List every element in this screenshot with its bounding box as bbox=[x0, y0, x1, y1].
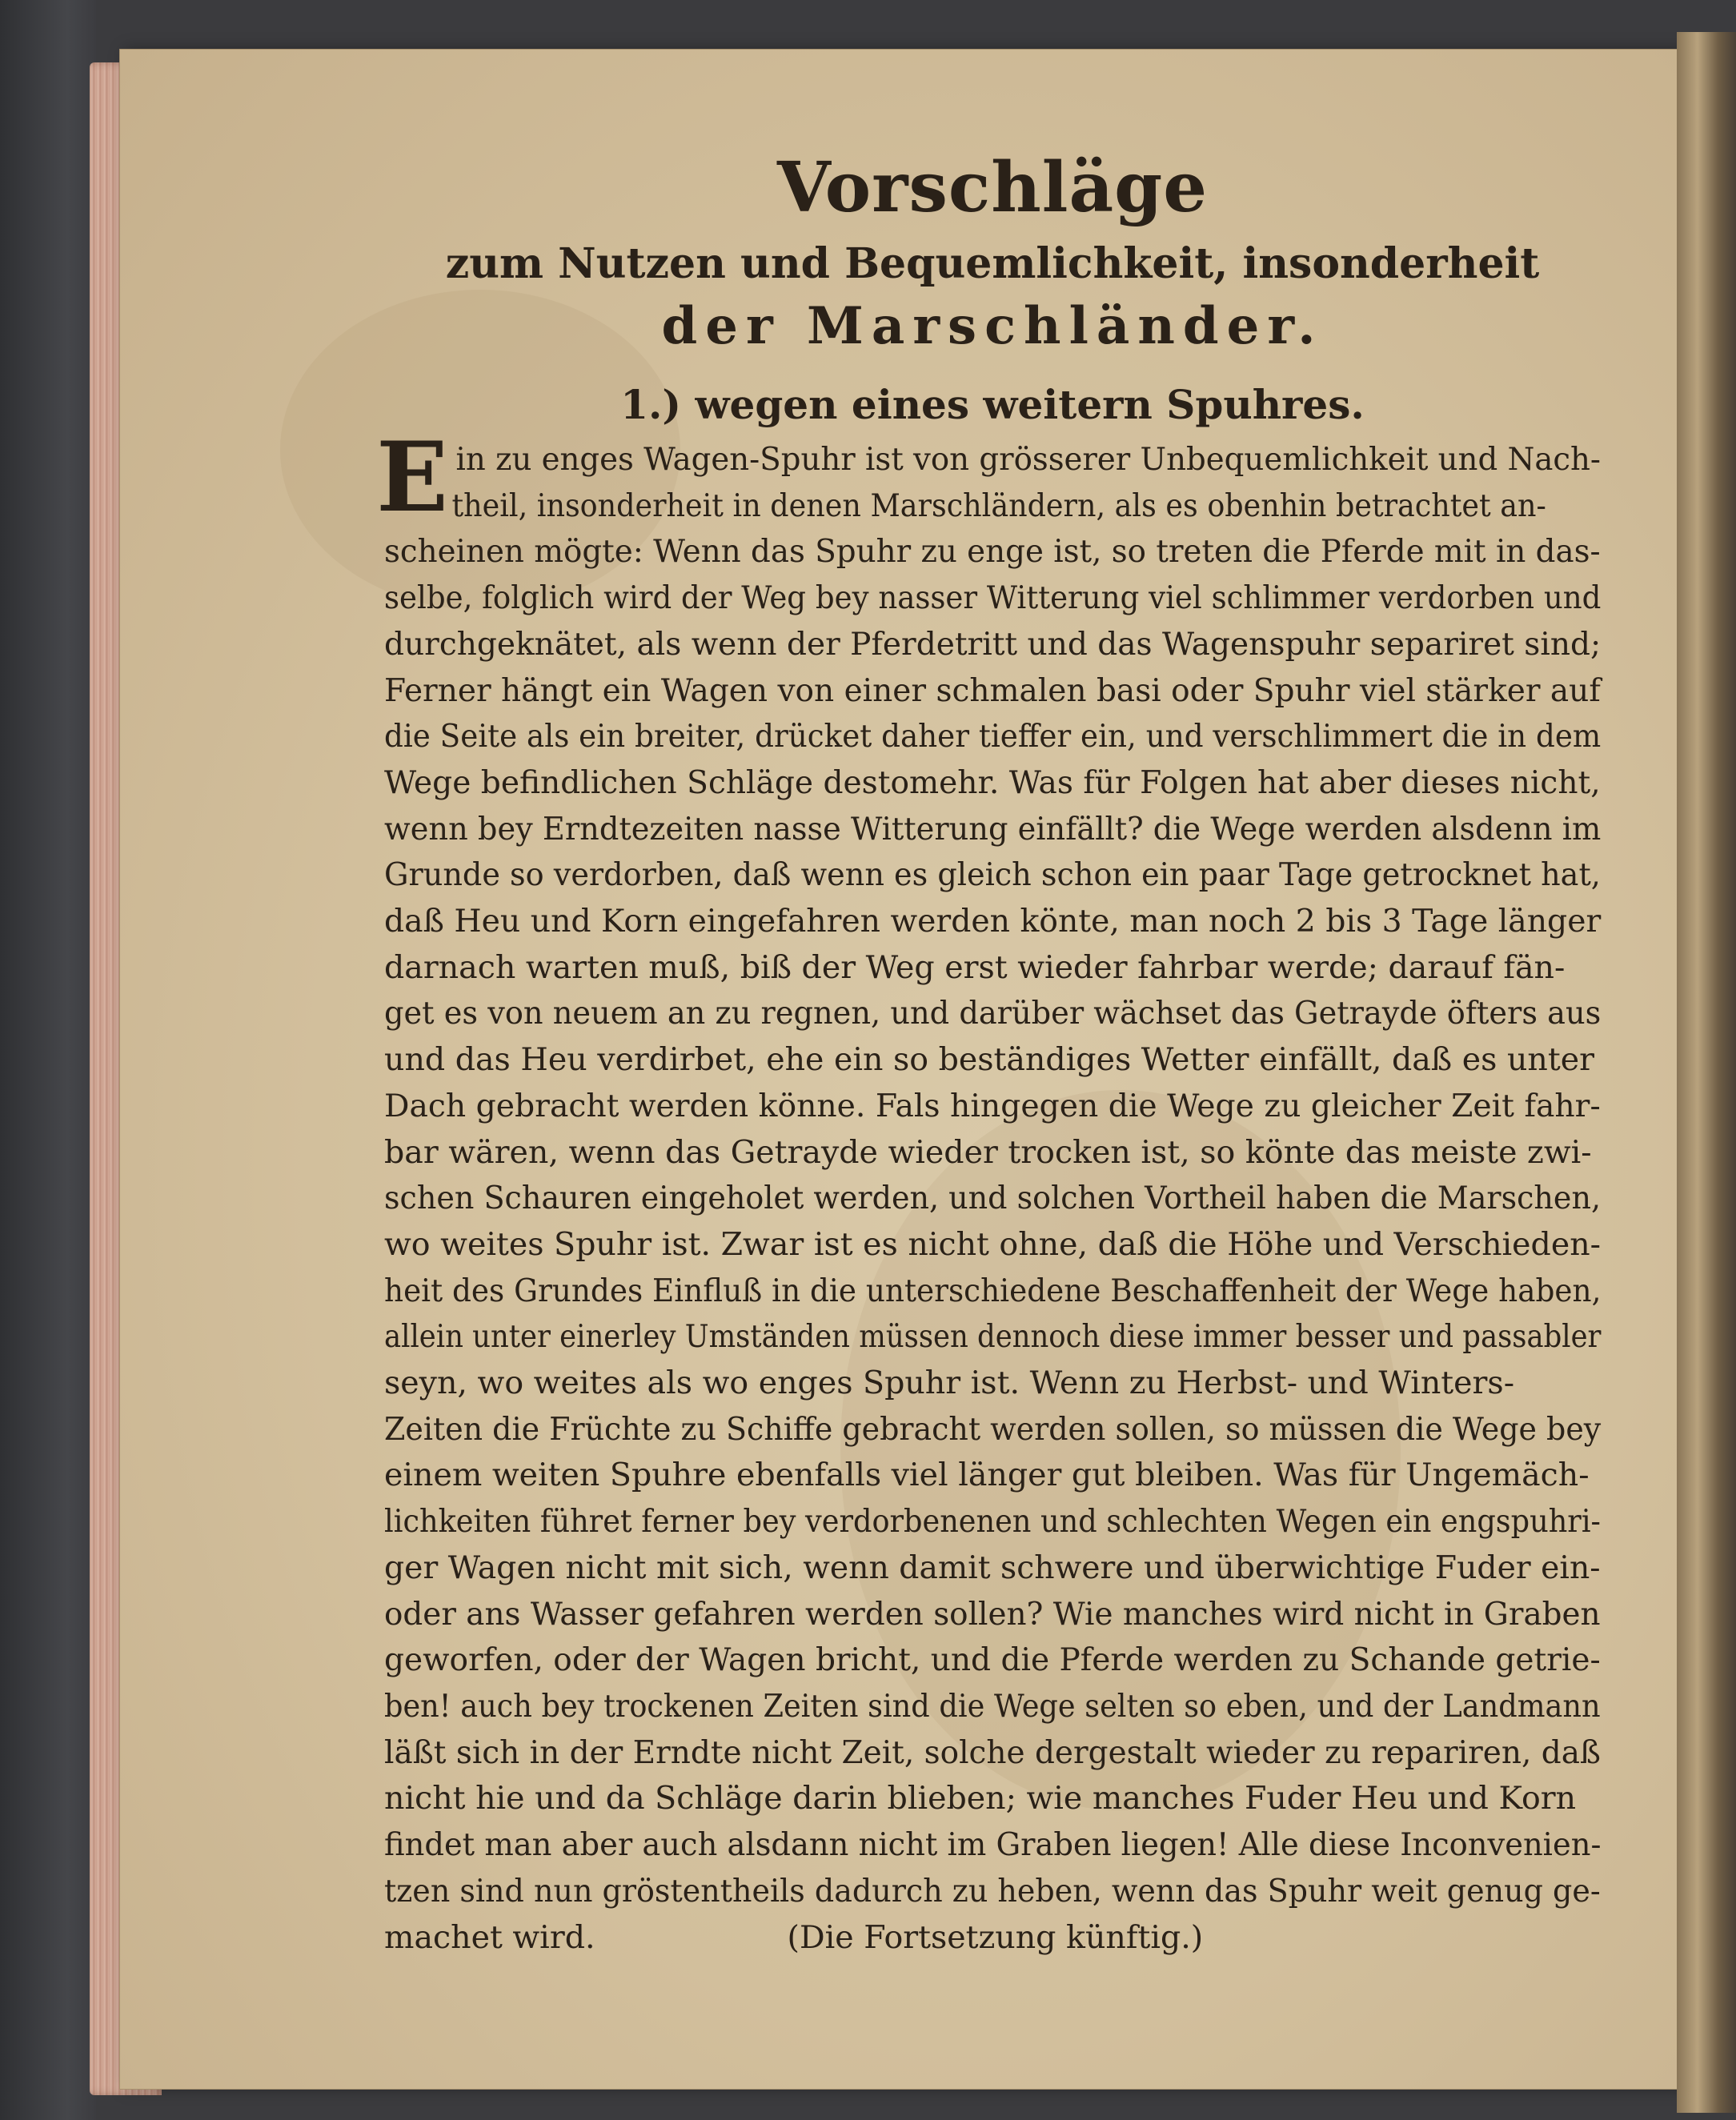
text-line: und das Heu verdirbet, ehe ein so beständiges Wetter einfällt, daß es unter bbox=[384, 1041, 1594, 1079]
text-line: heit des Grundes Einfluß in die unterschiedene Beschaffenheit der Wege haben, bbox=[384, 1272, 1602, 1309]
text-line: lichkeiten führet ferner bey verdorbenenen und schlechten Wegen ein engspuhri- bbox=[384, 1503, 1601, 1541]
text-line: theil, insonderheit in denen Marschländern, als es obenhin betrachtet an- bbox=[451, 487, 1546, 524]
text-line: selbe, folglich wird der Weg bey nasser Witterung viel schlimmer verdorben und bbox=[384, 579, 1602, 617]
text-line: oder ans Wasser gefahren werden sollen? Wie manches wird nicht in Graben bbox=[384, 1595, 1601, 1633]
text-line: Dach gebracht werden könne. Fals hingegen die Wege zu gleicher Zeit fahr- bbox=[384, 1087, 1601, 1124]
section-heading: 1.) wegen eines weitern Spuhres. bbox=[620, 381, 1365, 428]
text-line: tzen sind nun gröstentheils dadurch zu heben, wenn das Spuhr weit genug ge- bbox=[384, 1872, 1601, 1910]
text-line: schen Schauren eingeholet werden, und solchen Vortheil haben die Marschen, bbox=[384, 1180, 1602, 1217]
page-subtitle-line-1: zum Nutzen und Bequemlichkeit, insonderheit bbox=[445, 239, 1540, 288]
text-line: scheinen mögte: Wenn das Spuhr zu enge ist, so treten die Pferde mit in das- bbox=[384, 533, 1601, 571]
scanner-background bbox=[0, 0, 96, 2120]
text-line: darnach warten muß, biß der Weg erst wieder fahrbar werde; darauf fän- bbox=[384, 948, 1566, 986]
text-line: läßt sich in der Erndte nicht Zeit, solche dergestalt wieder zu repariren, daß bbox=[384, 1733, 1601, 1771]
book-gutter bbox=[1677, 32, 1736, 2113]
text-line: geworfen, oder der Wagen bricht, und die Pferde werden zu Schande getrie- bbox=[384, 1641, 1601, 1679]
drop-capital: E bbox=[376, 421, 448, 534]
body-paragraph bbox=[376, 421, 1602, 1961]
text-line: durchgeknätet, als wenn der Pferdetritt und das Wagenspuhr separiret sind; bbox=[384, 625, 1602, 663]
text-line: ger Wagen nicht mit sich, wenn damit schwere und überwichtige Fuder ein- bbox=[384, 1549, 1601, 1586]
text-line: ben! auch bey trockenen Zeiten sind die Wege selten so eben, und der Landmann bbox=[384, 1687, 1601, 1725]
text-line: bar wären, wenn das Getrayde wieder trocken ist, so könte das meiste zwi- bbox=[384, 1133, 1592, 1171]
text-line: Ferner hängt ein Wagen von einer schmalen basi oder Spuhr viel stärker auf bbox=[384, 671, 1601, 709]
text-line: wo weites Spuhr ist. Zwar ist es nicht ohne, daß die Höhe und Verschieden- bbox=[384, 1225, 1601, 1263]
text-line: Zeiten die Früchte zu Schiffe gebracht werden sollen, so müssen die Wege bey bbox=[384, 1410, 1602, 1448]
text-line: nicht hie und da Schläge darin blieben; wie manches Fuder Heu und Korn bbox=[384, 1780, 1577, 1817]
text-line: Grunde so verdorben, daß wenn es gleich schon ein paar Tage getrocknet hat, bbox=[384, 856, 1601, 894]
first-line-text: in zu enges Wagen-Spuhr ist von grösserer Unbequemlichkeit und Nach- bbox=[455, 441, 1601, 478]
text-line: allein unter einerley Umständen müssen dennoch diese immer besser und passabler bbox=[384, 1318, 1602, 1356]
text-line: wenn bey Erndtezeiten nasse Witterung einfällt? die Wege werden alsdenn im bbox=[384, 810, 1602, 848]
last-line-text: machet wird. bbox=[384, 1918, 595, 1956]
page-title: Vorschläge bbox=[776, 147, 1209, 228]
page-subtitle-line-2: der Marschländer. bbox=[661, 296, 1324, 356]
continuation-note: (Die Fortsetzung künftig.) bbox=[787, 1918, 1204, 1956]
text-line: daß Heu und Korn eingefahren werden könte, man noch 2 bis 3 Tage länger bbox=[384, 903, 1602, 940]
text-line: Wege befindlichen Schläge destomehr. Was für Folgen hat aber dieses nicht, bbox=[384, 763, 1601, 801]
text-line: get es von neuem an zu regnen, und darüber wächset das Getrayde öfters aus bbox=[384, 995, 1602, 1032]
text-line: einem weiten Spuhre ebenfalls viel länger gut bleiben. Was für Ungemäch- bbox=[384, 1457, 1590, 1494]
text-line: seyn, wo weites als wo enges Spuhr ist. Wenn zu Herbst- und Winters- bbox=[384, 1365, 1515, 1402]
text-line: die Seite als ein breiter, drücket daher tieffer ein, und verschlimmert die in dem bbox=[384, 718, 1602, 755]
body-lines bbox=[384, 483, 1601, 1915]
page-text bbox=[376, 144, 1602, 1961]
text-line: findet man aber auch alsdann nicht im Graben liegen! Alle diese Inconvenien- bbox=[384, 1826, 1602, 1864]
last-line bbox=[384, 1915, 1601, 1962]
